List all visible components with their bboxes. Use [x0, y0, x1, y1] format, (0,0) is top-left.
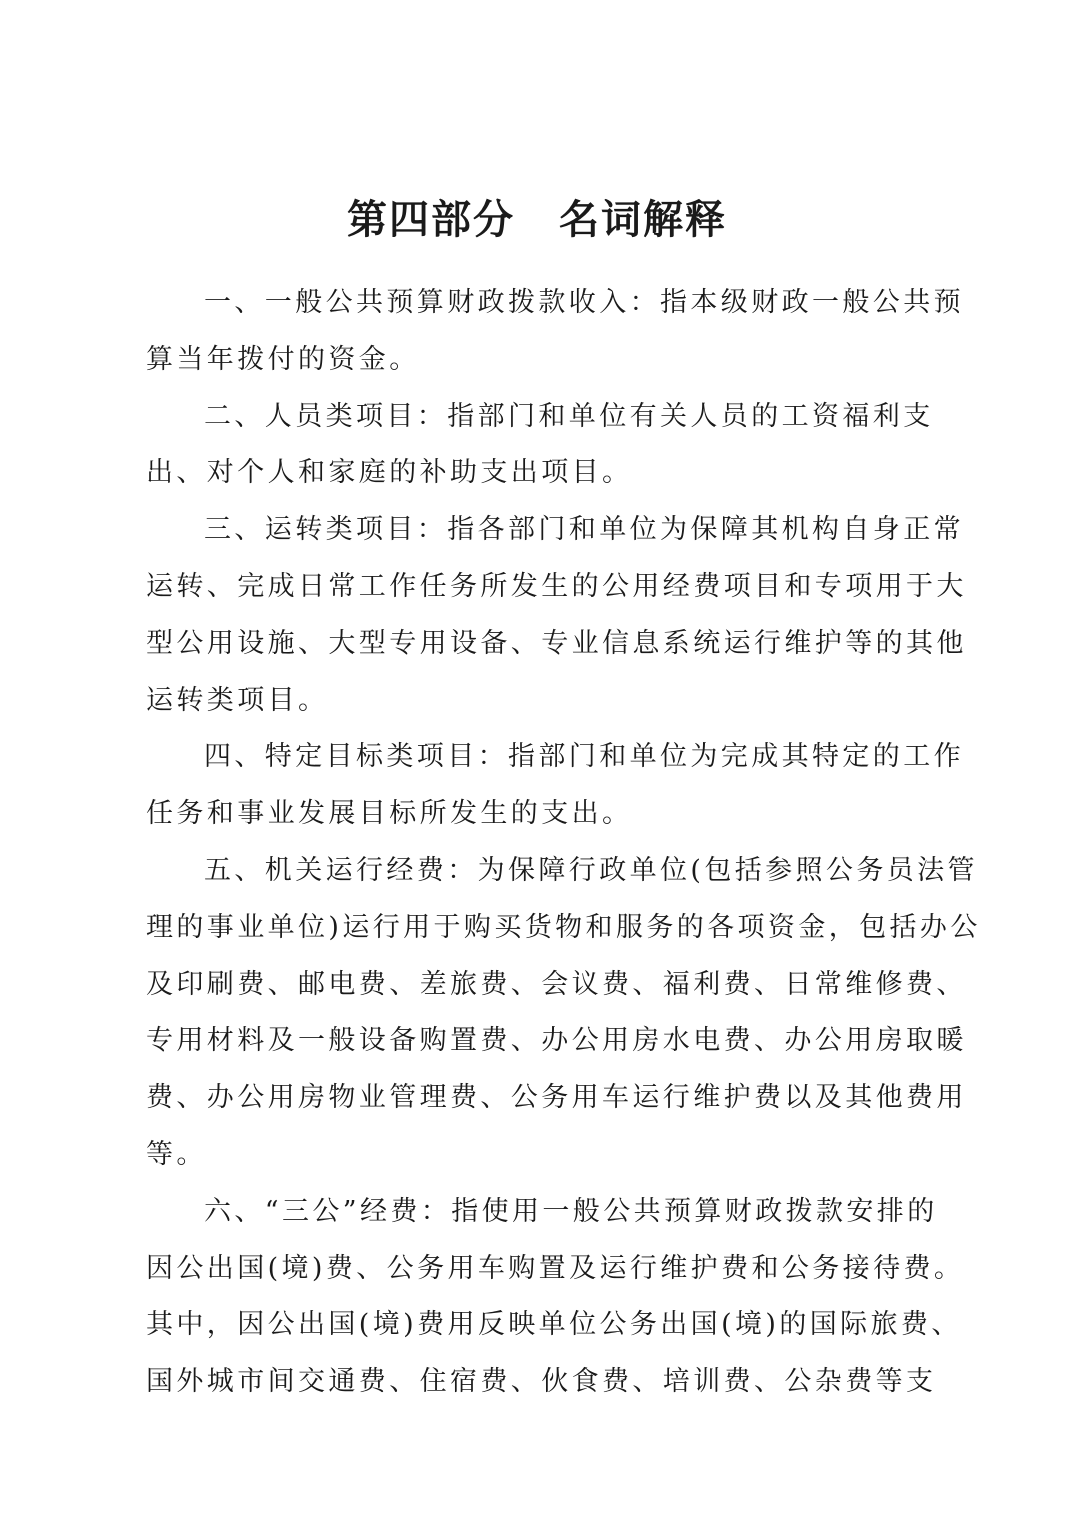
text-line: 运转、完成日常工作任务所发生的公用经费项目和专项用于大 [146, 570, 967, 602]
text-line: 因公出国(境)费、公务用车购置及运行维护费和公务接待费。 [146, 1252, 965, 1284]
title-name: 名词解释 [559, 196, 727, 243]
text-line: 国外城市间交通费、住宿费、伙食费、培训费、公杂费等支 [146, 1366, 937, 1398]
text-line: 其中，因公出国(境)费用反映单位公务出国(境)的国际旅费、 [146, 1309, 962, 1341]
text-line: 型公用设施、大型专用设备、专业信息系统运行维护等的其他 [146, 627, 967, 659]
text-line: 理的事业单位)运行用于购买货物和服务的各项资金，包括办公 [146, 911, 981, 943]
text-line: 及印刷费、邮电费、差旅费、会议费、福利费、日常维修费、 [146, 968, 967, 1000]
text-line: 三、运转类项目：指各部门和单位为保障其机构自身正常 [204, 514, 964, 546]
text-line: 等。 [146, 1138, 207, 1170]
text-line: 五、机关运行经费：为保障行政单位(包括参照公务员法管 [204, 854, 978, 886]
text-line: 六、“三公”经费：指使用一般公共预算财政拨款安排的 [204, 1195, 938, 1227]
page-title [0, 190, 1074, 250]
text-line: 出、对个人和家庭的补助支出项目。 [146, 457, 633, 489]
text-line: 费、办公用房物业管理费、公务用车运行维护费以及其他费用 [146, 1082, 967, 1114]
document-body [146, 275, 981, 1411]
text-line: 四、特定目标类项目：指部门和单位为完成其特定的工作 [204, 741, 964, 773]
text-line: 算当年拨付的资金。 [146, 343, 420, 375]
text-line: 任务和事业发展目标所发生的支出。 [146, 798, 633, 830]
text-line: 二、人员类项目：指部门和单位有关人员的工资福利支 [204, 400, 934, 432]
text-line: 一、一般公共预算财政拨款收入：指本级财政一般公共预 [204, 287, 964, 318]
text-line: 运转类项目。 [146, 684, 329, 716]
title-part: 第四部分 [347, 196, 515, 243]
text-line: 专用材料及一般设备购置费、办公用房水电费、办公用房取暖 [146, 1025, 967, 1057]
